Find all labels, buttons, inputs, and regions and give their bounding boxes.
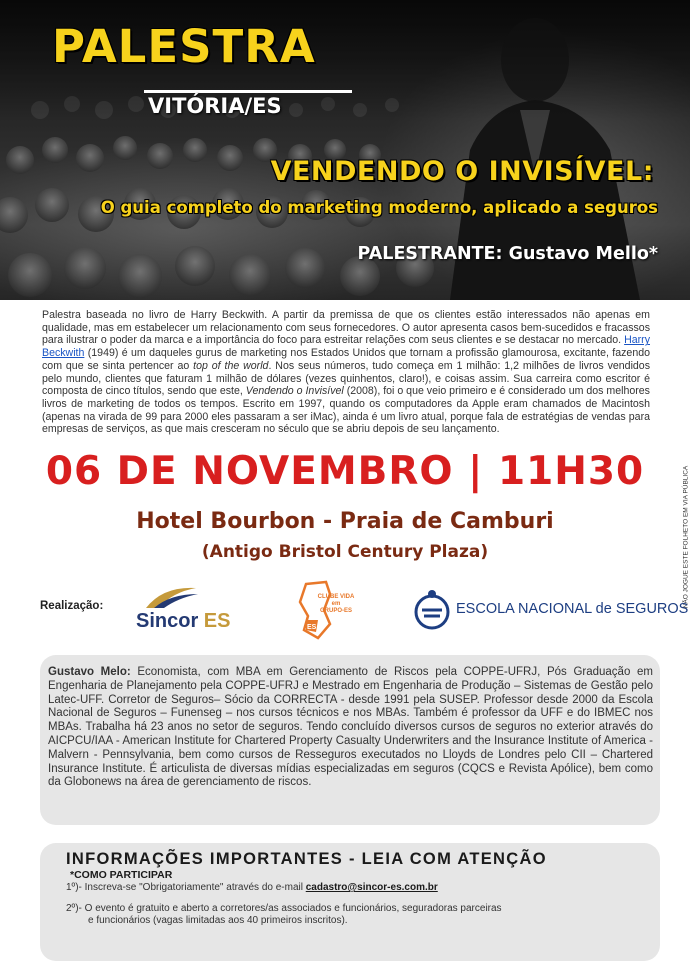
littering-notice: NÃO JOGUE ESTE FOLHETO EM VIA PÚBLICA <box>682 465 690 609</box>
escola-nacional-seguros-logo: ESCOLA NACIONAL de SEGUROS <box>410 588 662 632</box>
sponsors-label: Realização: <box>40 600 104 612</box>
event-date-time: 06 DE NOVEMBRO | 11H30 <box>45 449 645 494</box>
event-type-title: PALESTRA <box>52 20 316 73</box>
sincor-swoosh-icon <box>118 582 238 612</box>
city-underline <box>144 90 352 93</box>
svg-text:ES: ES <box>307 624 317 631</box>
info-item-registration: 1º)- Inscreva-se "Obrigatoriamente" através do e-mail cadastro@sincor-es.com.br <box>66 882 438 893</box>
speaker-bio: Gustavo Melo: Economista, com MBA em Gerenciamento de Riscos pela COPPE-UFRJ, Pós Graduação em Engenharia de Planejamento pela COPPE-UFRJ e Mestrado em Engenharia de Produção – Sistemas de Gestão pelo Latec-UFF. Corretor de Seguros– Sócio da CORRECTA - desde 1991 pela SUSEP. Professor desde 2000 da Escola Nacional de Seguros – Funenseg – nos cursos técnicos e nos MBAs. Também é professor da UFF e do IBMEC nos MBAs. Trabalha há 23 anos no setor de seguros. Tendo concluído diversos cursos de seguros no exterior através do AICPCU/IAA - American Institute for Chartered Property Casualty Underwriters and the Insurance Institute of America - Malvern - Pennsylvania, bem como cursos de Resseguros executados no Lloyds de Londres pelo CII – Chartered Insurance Institute. É articulista de diversas mídias especializadas em seguros (CQCS e Revista Apólice), bem como da Globonews na área de gerenciamento de riscos. <box>48 666 653 789</box>
event-venue: Hotel Bourbon - Praia de Camburi <box>136 509 554 534</box>
intro-paragraph: Palestra baseada no livro de Harry Beckwith. A partir da premissa de que os clientes estão interessados não apenas em qualidade, mas em estabelecer um relacionamento com seus fornecedores. O autor apresenta casos bem-sucedidos e fracassos para ilustrar o poder da marca e a importância do foco para estreitar relações com seus clientes e se destacar no mercado. Harry Beckwith (1949) é um daqueles gurus de marketing nos Estados Unidos que tornam a profissão glamourosa, excitante, fazendo com que se sinta pertencer ao top of the world. Nos seus números, tudo começa em 1 milhão: 1,2 milhões de livros vendidos pelo mundo, clientes que faturam 1 milhão de dólares (vezes quinhentos, claro!), e coisas assim. Sua carreira como escritor é composta de cinco títulos, sendo que este, Vendendo o Invisível (2008), foi o que veio primeiro e é considerado um dos melhores livros de marketing de todos os tempos. Escrito em 1997, quando os computadores da Apple eram chamados de Macintosh (apenas na virada de 99 para 2000 eles passaram a ser iMac), ainda é um livro atual, porque fala de estratégias de vendas para empresas de serviços, as que mais cresceram no século que se abriu depois de seu lançamento. <box>42 309 651 436</box>
speaker-name: PALESTRANTE: Gustavo Mello* <box>357 244 658 264</box>
clube-vida-logo: ES CLUBE VIDA em GRUPO-ES <box>296 580 356 640</box>
hero-banner <box>0 0 690 300</box>
venue-former-name: (Antigo Bristol Century Plaza) <box>201 542 489 562</box>
how-to-participate-label: *COMO PARTICIPAR <box>70 869 173 881</box>
sincor-es-logo: Sincor ES <box>118 582 238 634</box>
info-title: INFORMAÇÕES IMPORTANTES - LEIA COM ATENÇÃO <box>66 850 547 868</box>
ens-emblem-icon <box>410 588 454 632</box>
registration-email[interactable]: cadastro@sincor-es.com.br <box>305 882 438 893</box>
info-item-eligibility: 2º)- O evento é gratuito e aberto a corretores/as associados e funcionários, seguradoras parceiras e funcionários (vagas limitadas aos 40 primeiros inscritos). <box>66 903 502 926</box>
event-city: VITÓRIA/ES <box>148 94 282 118</box>
talk-subtitle: O guia completo do marketing moderno, aplicado a seguros <box>100 198 658 217</box>
talk-headline: VENDENDO O INVISÍVEL: <box>270 156 654 187</box>
author-link[interactable]: Harry Beckwith <box>42 334 650 360</box>
